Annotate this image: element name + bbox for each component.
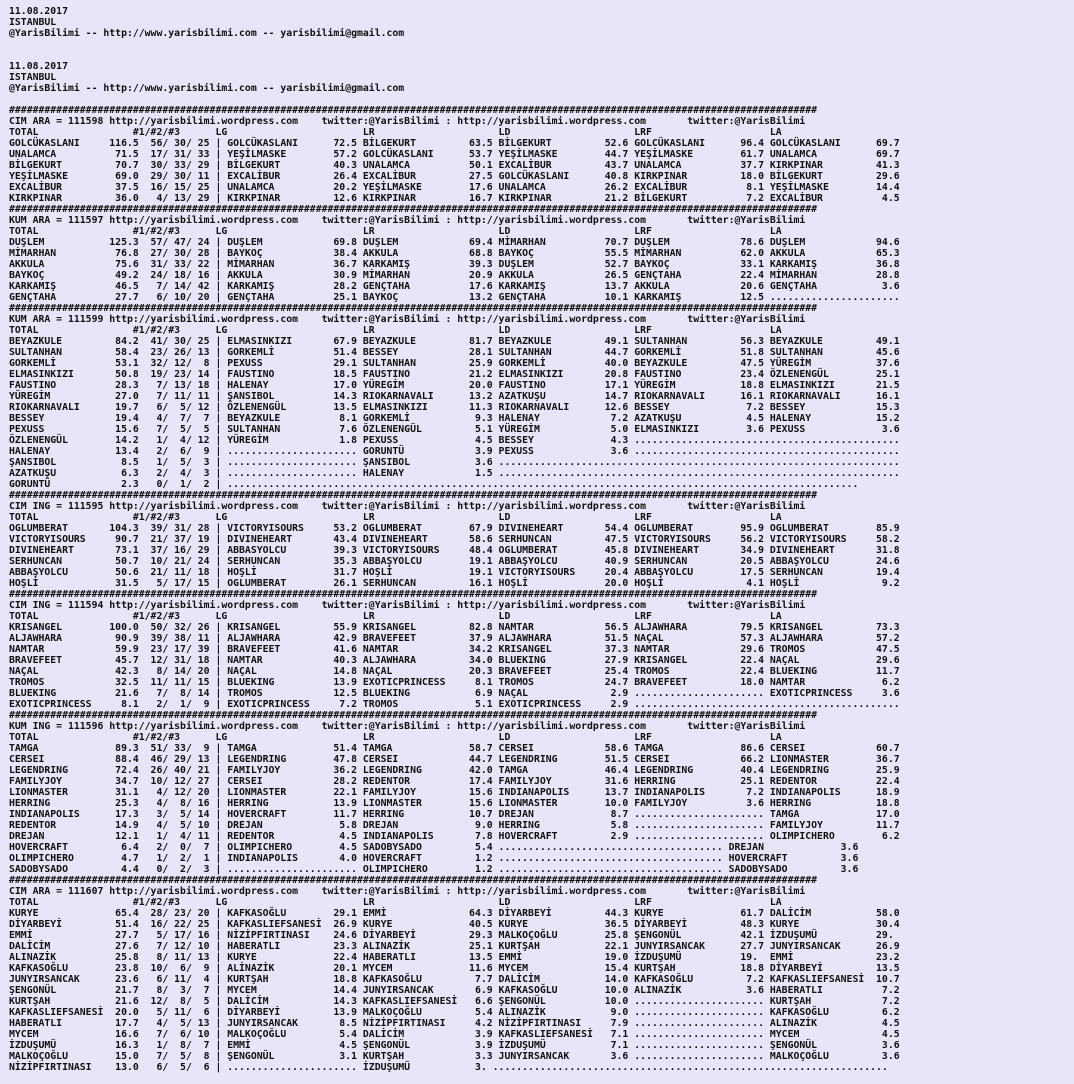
header-date: 11.08.2017 — [9, 61, 68, 72]
separator-line: ######################################################################################################################################### — [9, 875, 818, 886]
result-row: DUŞLEM 125.3 57/ 47/ 24 | DUŞLEM 69.8 DUŞLEM 69.4 MİMARHAN 70.7 DUŞLEM 78.6 DUŞLEM 94.6 — [9, 237, 900, 248]
header-contact: @YarisBilimi -- http://www.yarisbilimi.com -- yarisbilimi@gmail.com — [9, 83, 405, 94]
column-header-line: TOTAL #1/#2/#3 LG LR LD LRF LA — [9, 611, 782, 622]
result-row: DALİCİM 27.6 7/ 12/ 10 | HABERATLI 23.3 ALINAZİK 25.1 KURTŞAH 22.1 JUNYIRSANCAK 27.7 JUNYIRSANCAK 26.9 — [9, 941, 900, 952]
result-row: INDIANAPOLIS 17.3 3/ 5/ 14 | HOVERCRAFT 11.7 HERRING 10.7 DREJAN 8.7 ...................... TAMGA 17.0 — [9, 809, 900, 820]
result-row: EXOTICPRINCESS 8.1 2/ 1/ 9 | EXOTICPRINCESS 7.2 TROMOS 5.1 EXOTICPRINCESS 2.9 ............................................. — [9, 699, 900, 710]
race-title-line: CIM ING = 111594 http://yarisbilimi.wordpress.com twitter:@YarisBilimi : http://yarisbilimi.wordpress.com twitter:@YarisBilimi — [9, 600, 806, 611]
column-header-line: TOTAL #1/#2/#3 LG LR LD LRF LA — [9, 226, 782, 237]
race-title-line: CIM ING = 111595 http://yarisbilimi.wordpress.com twitter:@YarisBilimi : http://yarisbilimi.wordpress.com twitter:@YarisBilimi — [9, 501, 806, 512]
result-row: ŞENGONÜL 21.7 8/ 3/ 7 | MYCEM 14.4 JUNYIRSANCAK 6.9 KAFKASOĞLU 10.0 ALINAZİK 3.6 HABERATLI 7.2 — [9, 985, 900, 996]
result-row: NİZİPFIRTINASI 13.0 6/ 5/ 6 | ...................... İZDUŞUMÜ 3. ................................................................... — [9, 1062, 888, 1073]
race-title-line: KUM ING = 111596 http://yarisbilimi.wordpress.com twitter:@YarisBilimi : http://yarisbilimi.wordpress.com twitter:@YarisBilimi — [9, 721, 806, 732]
result-row: AZATKUŞU 6.3 2/ 4/ 3 | ...................... HALENAY 1.5 .................................................................... — [9, 468, 900, 479]
result-row: PEXUSS 15.6 7/ 5/ 5 | SULTANHAN 7.6 ÖZLENENGÜL 5.1 YÜREGİM 5.0 ELMASINKIZI 3.6 PEXUSS 3.6 — [9, 424, 900, 435]
result-row: EXCALİBUR 37.5 16/ 15/ 25 | UNALAMCA 20.2 YEŞİLMASKE 17.6 UNALAMCA 26.2 EXCALİBUR 8.1 YEŞİLMASKE 14.4 — [9, 182, 900, 193]
result-row: GOLCÜKASLANI 116.5 56/ 30/ 25 | GOLCÜKASLANI 72.5 BİLGEKURT 63.5 BİLGEKURT 52.6 GOLCÜKASLANI 96.4 GOLCÜKASLANI 69.7 — [9, 138, 900, 149]
result-row: YÜREGİM 27.0 7/ 11/ 11 | ŞANSIBOL 14.3 RIOKARNAVALI 13.2 AZATKUŞU 14.7 RIOKARNAVALI 16.1 RIOKARNAVALI 16.1 — [9, 391, 900, 402]
result-row: DREJAN 12.1 1/ 4/ 11 | REDENTOR 4.5 INDIANAPOLIS 7.8 HOVERCRAFT 2.9 ...................... OLIMPICHERO 6.2 — [9, 831, 900, 842]
result-row: GENÇTAHA 27.7 6/ 10/ 20 | GENÇTAHA 25.1 BAYKOÇ 13.2 GENÇTAHA 10.1 KARKAMIŞ 12.5 ...................... — [9, 292, 900, 303]
result-row: BRAVEFEET 45.7 12/ 31/ 18 | NAMTAR 40.3 ALJAWHARA 34.0 BLUEKING 27.9 KRISANGEL 22.4 NAÇAL 29.6 — [9, 655, 900, 666]
result-row: HERRING 25.3 4/ 8/ 16 | HERRING 13.9 LIONMASTER 15.6 LIONMASTER 10.0 FAMILYJOY 3.6 HERRING 18.8 — [9, 798, 900, 809]
result-row: GORUNTÜ 2.3 0/ 1/ 2 | ........................................................................................................... — [9, 479, 859, 490]
separator-line: ######################################################################################################################################### — [9, 710, 818, 721]
column-header-line: TOTAL #1/#2/#3 LG LR LD LRF LA — [9, 325, 782, 336]
separator-line: ######################################################################################################################################### — [9, 303, 818, 314]
result-row: HOŞLİ 31.5 5/ 17/ 15 | OGLUMBERAT 26.1 SERHUNCAN 16.1 HOŞLİ 20.0 HOŞLİ 4.1 HOŞLİ 9.2 — [9, 578, 900, 589]
result-row: BAYKOÇ 49.2 24/ 18/ 16 | AKKULA 30.9 MİMARHAN 20.9 AKKULA 26.5 GENÇTAHA 22.4 MİMARHAN 28.8 — [9, 270, 900, 281]
column-header-line: TOTAL #1/#2/#3 LG LR LD LRF LA — [9, 512, 782, 523]
result-row: FAMILYJOY 34.7 10/ 12/ 27 | CERSEI 28.2 REDENTOR 17.4 FAMILYJOY 31.6 HERRING 25.1 REDENTOR 22.4 — [9, 776, 900, 787]
result-row: REDENTOR 14.9 4/ 5/ 10 | DREJAN 5.8 DREJAN 9.0 HERRING 5.8 ...................... FAMILYJOY 11.7 — [9, 820, 900, 831]
result-row: HABERATLI 17.7 4/ 5/ 13 | JUNYIRSANCAK 8.5 NİZİPFIRTINASI 4.2 NİZİPFIRTINASI 7.9 ...................... ALINAZİK 4.5 — [9, 1018, 900, 1029]
result-row: UNALAMCA 71.5 17/ 31/ 33 | YEŞİLMASKE 57.2 GOLCÜKASLANI 53.7 YEŞİLMASKE 44.7 YEŞİLMASKE 61.7 UNALAMCA 69.7 — [9, 149, 900, 160]
race-title-line: KUM ARA = 111597 http://yarisbilimi.wordpress.com twitter:@YarisBilimi : http://yarisbilimi.wordpress.com twitter:@YarisBilimi — [9, 215, 806, 226]
result-row: HALENAY 13.4 2/ 6/ 9 | ...................... GORUNTÜ 3.9 PEXUSS 3.6 ............................................. — [9, 446, 900, 457]
blank-line — [9, 94, 1074, 105]
result-row: KAFKASOĞLU 23.8 10/ 6/ 9 | ALİNAZİK 20.1 MYCEM 11.6 MYCEM 15.4 KURTŞAH 18.8 DİYARBEYİ 13.5 — [9, 963, 900, 974]
result-row: MYCEM 16.6 7/ 6/ 10 | MALKOÇOĞLU 5.4 DALİCİM 3.9 KAFKASLIEFSANESİ 7.1 ...................... MYCEM 4.5 — [9, 1029, 900, 1040]
result-row: KURTŞAH 21.6 12/ 8/ 5 | DALİCİM 14.3 KAFKASLIEFSANESİ 6.6 ŞENGONÜL 10.0 ...................... KURTŞAH 7.2 — [9, 996, 900, 1007]
result-row: VICTORYISOURS 90.7 21/ 37/ 19 | DIVINEHEART 43.4 DIVINEHEART 58.6 SERHUNCAN 47.5 VICTORYISOURS 56.2 VICTORYISOURS 58.2 — [9, 534, 900, 545]
column-header-line: TOTAL #1/#2/#3 LG LR LD LRF LA — [9, 897, 782, 908]
result-row: KARKAMIŞ 46.5 7/ 14/ 42 | KARKAMIŞ 28.2 GENÇTAHA 17.6 KARKAMIŞ 13.7 AKKULA 20.6 GENÇTAHA 3.6 — [9, 281, 900, 292]
result-row: EMMİ 27.7 5/ 17/ 16 | NİZİPFIRTINASI 24.6 DİYARBEYİ 29.3 MALKOÇOĞLU 25.8 ŞENGONÜL 42.1 İZDUŞUMÜ 29. — [9, 930, 894, 941]
result-row: ABBAŞYOLCU 50.6 21/ 11/ 18 | HOŞLİ 31.7 HOŞLİ 19.1 VICTORYISOURS 20.4 ABBAŞYOLCU 17.5 SERHUNCAN 19.4 — [9, 567, 900, 578]
result-row: ALINAZİK 25.8 8/ 11/ 13 | KURYE 22.4 HABERATLI 13.5 EMMİ 19.0 İZDUŞUMÜ 19. EMMİ 23.2 — [9, 952, 900, 963]
result-row: LEGENDRING 72.4 26/ 40/ 21 | FAMILYJOY 36.2 LEGENDRING 42.0 TAMGA 46.4 LEGENDRING 40.4 LEGENDRING 25.9 — [9, 765, 900, 776]
separator-line: ######################################################################################################################################### — [9, 105, 818, 116]
result-row: SADOBYSADO 4.4 0/ 2/ 3 | ...................... OLIMPICHERO 1.2 ...................................... SADOBYSADO 3.6 — [9, 864, 859, 875]
result-row: GORKEMLİ 53.1 32/ 12/ 8 | PEXUSS 29.1 SULTANHAN 25.9 GORKEMLİ 40.0 BEYAZKULE 47.5 YÜREGİM 37.6 — [9, 358, 900, 369]
result-row: BLUEKING 21.6 7/ 8/ 14 | TROMOS 12.5 BLUEKING 6.9 NAÇAL 2.9 ...................... EXOTICPRINCESS 3.6 — [9, 688, 900, 699]
separator-line: ######################################################################################################################################### — [9, 589, 818, 600]
result-row: LIONMASTER 31.1 4/ 12/ 20 | LIONMASTER 22.1 FAMILYJOY 15.6 INDIANAPOLIS 13.7 INDIANAPOLIS 7.2 INDIANAPOLIS 18.9 — [9, 787, 900, 798]
result-row: İZDUŞUMÜ 16.3 1/ 8/ 7 | EMMİ 4.5 ŞENGONÜL 3.9 İZDUŞUMÜ 7.1 ...................... ŞENGONÜL 3.6 — [9, 1040, 900, 1051]
result-row: JUNYIRSANCAK 23.6 6/ 11/ 4 | KURTŞAH 18.8 KAFKASOĞLU 7.7 DALİCİM 14.0 KAFKASOĞLU 7.2 KAFKASLIEFSANESİ 10.7 — [9, 974, 900, 985]
blank-line — [9, 50, 1074, 61]
column-header-line: TOTAL #1/#2/#3 LG LR LD LRF LA — [9, 127, 782, 138]
result-row: CERSEI 88.4 46/ 29/ 13 | LEGENDRING 47.8 CERSEI 44.7 LEGENDRING 51.5 CERSEI 66.2 LIONMASTER 36.7 — [9, 754, 900, 765]
result-row: ELMASINKIZI 50.8 19/ 23/ 14 | FAUSTINO 18.5 FAUSTINO 21.2 ELMASINKIZI 20.8 FAUSTINO 23.4 ÖZLENENGÜL 25.1 — [9, 369, 900, 380]
result-row: KIRKPINAR 36.0 4/ 13/ 29 | KIRKPINAR 12.6 KIRKPINAR 16.7 KIRKPINAR 21.2 BİLGEKURT 7.2 EXCALİBUR 4.5 — [9, 193, 900, 204]
header-date: 11.08.2017 — [9, 6, 68, 17]
race-report — [9, 105, 1074, 1073]
result-row: KAFKASLIEFSANESİ 20.0 5/ 11/ 6 | DİYARBEYİ 13.9 MALKOÇOĞLU 5.4 ALINAZİK 9.0 ...................... KAFKASOĞLU 6.2 — [9, 1007, 900, 1018]
result-row: MALKOÇOĞLU 15.0 7/ 5/ 8 | ŞENGONÜL 3.1 KURTŞAH 3.3 JUNYIRSANCAK 3.6 ...................... MALKOÇOĞLU 3.6 — [9, 1051, 900, 1062]
result-row: FAUSTINO 28.3 7/ 13/ 18 | HALENAY 17.0 YÜREGİM 20.0 FAUSTINO 17.1 YÜREGİM 18.8 ELMASINKIZI 21.5 — [9, 380, 900, 391]
result-row: ALJAWHARA 90.9 39/ 38/ 11 | ALJAWHARA 42.9 BRAVEFEET 37.9 ALJAWHARA 51.5 NAÇAL 57.3 ALJAWHARA 57.2 — [9, 633, 900, 644]
header-city: ISTANBUL — [9, 17, 57, 28]
result-row: YEŞİLMASKE 69.0 29/ 30/ 11 | EXCALİBUR 26.4 EXCALİBUR 27.5 GOLCÜKASLANI 40.8 KIRKPINAR 18.0 BİLGEKURT 29.6 — [9, 171, 900, 182]
result-row: SULTANHAN 58.4 23/ 26/ 13 | GORKEMLİ 51.4 BESSEY 28.1 SULTANHAN 44.7 GORKEMLİ 51.8 SULTANHAN 45.6 — [9, 347, 900, 358]
header-city: ISTANBUL — [9, 72, 57, 83]
result-row: AKKULA 75.6 31/ 33/ 22 | MİMARHAN 36.7 KARKAMIŞ 39.3 DUŞLEM 52.7 BAYKOÇ 33.1 KARKAMIŞ 36.8 — [9, 259, 900, 270]
result-row: KURYE 65.4 28/ 23/ 20 | KAFKASOĞLU 29.1 EMMİ 64.3 DİYARBEYİ 44.3 KURYE 61.7 DALİCİM 58.0 — [9, 908, 900, 919]
result-row: OGLUMBERAT 104.3 39/ 31/ 28 | VICTORYISOURS 53.2 OGLUMBERAT 67.9 DIVINEHEART 54.4 OGLUMBERAT 95.9 OGLUMBERAT 85.9 — [9, 523, 900, 534]
result-row: OLIMPICHERO 4.7 1/ 2/ 1 | INDIANAPOLIS 4.0 HOVERCRAFT 1.2 ...................................... HOVERCRAFT 3.6 — [9, 853, 859, 864]
result-row: BESSEY 19.4 4/ 7/ 7 | BEYAZKULE 8.1 GORKEMLİ 9.3 HALENAY 7.2 AZATKUŞU 4.5 HALENAY 15.2 — [9, 413, 900, 424]
blank-line — [9, 39, 1074, 50]
result-row: DIVINEHEART 73.1 37/ 16/ 29 | ABBASYOLCU 39.3 VICTORYISOURS 48.4 OGLUMBERAT 45.8 DIVINEHEART 34.9 DIVINEHEART 31.8 — [9, 545, 900, 556]
result-row: HOVERCRAFT 6.4 2/ 0/ 7 | OLIMPICHERO 4.5 SADOBYSADO 5.4 ...................................... DREJAN 3.6 — [9, 842, 859, 853]
header-contact: @YarisBilimi -- http://www.yarisbilimi.com -- yarisbilimi@gmail.com — [9, 28, 405, 39]
header-block — [9, 6, 1074, 105]
race-title-line: CIM ARA = 111598 http://yarisbilimi.wordpress.com twitter:@YarisBilimi : http://yarisbilimi.wordpress.com twitter:@YarisBilimi — [9, 116, 806, 127]
result-row: ŞANSIBOL 8.5 1/ 5/ 3 | ...................... ŞANSIBOL 3.6 .................................................................... — [9, 457, 900, 468]
separator-line: ######################################################################################################################################### — [9, 490, 818, 501]
result-row: ÖZLENENGÜL 14.2 1/ 4/ 12 | YÜREGİM 1.8 PEXUSS 4.5 BESSEY 4.3 ............................................. — [9, 435, 900, 446]
result-row: NAÇAL 42.3 8/ 14/ 20 | NAÇAL 14.8 NAÇAL 20.3 BRAVEFEET 25.4 TROMOS 22.4 BLUEKING 11.7 — [9, 666, 900, 677]
separator-line: ######################################################################################################################################### — [9, 204, 818, 215]
result-row: MİMARHAN 76.8 27/ 30/ 28 | BAYKOÇ 38.4 AKKULA 68.8 BAYKOÇ 55.5 MİMARHAN 62.0 AKKULA 65.3 — [9, 248, 900, 259]
result-row: NAMTAR 59.9 23/ 17/ 39 | BRAVEFEET 41.6 NAMTAR 34.2 KRISANGEL 37.3 NAMTAR 29.6 TROMOS 47.5 — [9, 644, 900, 655]
result-row: KRISANGEL 100.0 50/ 32/ 26 | KRISANGEL 55.9 KRISANGEL 82.8 NAMTAR 56.5 ALJAWHARA 79.5 KRISANGEL 73.3 — [9, 622, 900, 633]
race-title-line: KUM ARA = 111599 http://yarisbilimi.wordpress.com twitter:@YarisBilimi : http://yarisbilimi.wordpress.com twitter:@YarisBilimi — [9, 314, 806, 325]
result-row: BEYAZKULE 84.2 41/ 30/ 25 | ELMASINKIZI 67.9 BEYAZKULE 81.7 BEYAZKULE 49.1 SULTANHAN 56.3 BEYAZKULE 49.1 — [9, 336, 900, 347]
result-row: BİLGEKURT 70.7 30/ 33/ 29 | BİLGEKURT 40.3 UNALAMCA 50.1 EXCALİBUR 43.7 UNALAMCA 37.7 KIRKPINAR 41.3 — [9, 160, 900, 171]
column-header-line: TOTAL #1/#2/#3 LG LR LD LRF LA — [9, 732, 782, 743]
result-row: TAMGA 89.3 51/ 33/ 9 | TAMGA 51.4 TAMGA 58.7 CERSEI 58.6 TAMGA 86.6 CERSEI 60.7 — [9, 743, 900, 754]
result-row: TROMOS 32.5 11/ 11/ 15 | BLUEKING 13.9 EXOTICPRINCESS 8.1 TROMOS 24.7 BRAVEFEET 18.0 NAMTAR 6.2 — [9, 677, 900, 688]
result-row: SERHUNCAN 50.7 10/ 21/ 24 | SERHUNCAN 35.3 ABBAŞYOLCU 19.1 ABBAŞYOLCU 40.9 SERHUNCAN 20.5 ABBAŞYOLCU 24.6 — [9, 556, 900, 567]
result-row: DİYARBEYİ 51.4 16/ 22/ 25 | KAFKASLIEFSANESİ 26.9 KURYE 40.5 KURYE 36.5 DİYARBEYİ 48.3 KURYE 30.4 — [9, 919, 900, 930]
result-row: RIOKARNAVALI 19.7 6/ 5/ 12 | ÖZLENENGÜL 13.5 ELMASINKIZI 11.3 RIOKARNAVALI 12.6 BESSEY 7.2 BESSEY 15.3 — [9, 402, 900, 413]
race-title-line: CIM ARA = 111607 http://yarisbilimi.wordpress.com twitter:@YarisBilimi : http://yarisbilimi.wordpress.com twitter:@YarisBilimi — [9, 886, 806, 897]
